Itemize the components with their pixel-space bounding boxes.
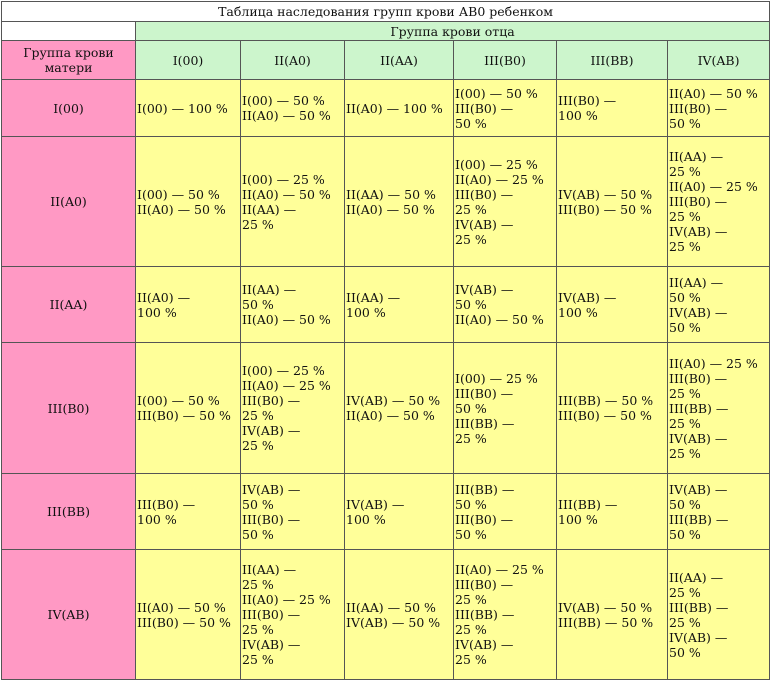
offspring-cell [454,550,557,680]
offspring-cell [345,80,454,137]
offspring-line: I(00) — 50 % [242,93,325,108]
offspring-line: III(BB) — [455,607,515,622]
offspring-line: 25 % [669,239,701,254]
offspring-cell [557,343,668,474]
offspring-line: 100 % [137,511,177,527]
offspring-line: 50 % [242,526,274,542]
mother-type-cell: IV(AB) [2,550,136,680]
offspring-cell [557,137,668,267]
offspring-line: II(A0) — 25 % [669,355,758,371]
offspring-line: 50 % [242,297,274,312]
father-type-header: I(00) [136,41,241,80]
offspring-line: 25 % [242,622,274,637]
corner-blank [2,22,136,41]
offspring-line: II(AA) — [242,282,297,297]
father-type-header: III(B0) [454,41,557,80]
offspring-line: I(00) — 50 % [137,186,220,202]
offspring-line: 25 % [242,438,274,453]
offspring-line: III(B0) — [455,577,514,592]
father-types-row [2,41,770,80]
offspring-line: IV(AB) — 50 % [346,393,441,408]
title-row [2,2,770,22]
offspring-line: III(BB) — 50 % [558,393,654,408]
offspring-line: III(B0) — 50 % [137,408,231,423]
table-row [2,343,770,474]
offspring-line: I(00) — 25 % [455,156,538,172]
offspring-line: II(A0) — 25 % [455,562,544,577]
offspring-cell [136,267,241,343]
offspring-cell [345,267,454,343]
offspring-line: II(AA) — [346,289,401,305]
offspring-line: 50 % [669,115,701,131]
offspring-line: III(B0) — [455,100,514,116]
offspring-line: IV(AB) — [455,282,514,297]
offspring-line: 25 % [455,201,487,217]
table-row [2,80,770,137]
offspring-line: 25 % [669,209,701,224]
offspring-line: II(AA) — 50 % [346,186,436,202]
offspring-line: 50 % [669,644,701,660]
offspring-line: IV(AB) — 50 % [558,186,653,202]
offspring-line: III(B0) — [242,511,301,527]
offspring-line: 25 % [242,216,274,232]
offspring-cell [557,267,668,343]
offspring-line: 100 % [558,511,598,527]
offspring-line: I(00) — 50 % [455,85,538,101]
offspring-line: II(A0) — 50 % [242,186,331,202]
offspring-line: II(AA) — 50 % [346,599,436,615]
offspring-line: III(B0) — [669,370,728,386]
offspring-line: 25 % [242,652,274,667]
offspring-line: I(00) — 25 % [455,370,538,386]
offspring-line: III(B0) — [455,511,514,527]
offspring-cell [668,80,770,137]
offspring-line: 50 % [669,289,701,305]
offspring-line: 50 % [669,496,701,512]
offspring-line: III(B0) — [137,496,196,512]
mother-type-cell: III(BB) [2,474,136,550]
offspring-line: 25 % [669,385,701,401]
offspring-cell [345,343,454,474]
offspring-cell [345,474,454,550]
offspring-line: II(A0) — 25 % [455,171,544,187]
offspring-line: IV(AB) — [455,216,514,232]
offspring-line: II(A0) — [137,289,191,305]
offspring-line: 25 % [669,415,701,431]
offspring-cell [241,474,345,550]
offspring-line: 100 % [558,108,598,123]
offspring-line: III(B0) — 50 % [137,614,231,630]
offspring-line: 25 % [455,622,487,637]
offspring-cell [454,80,557,137]
offspring-line: II(A0) — 50 % [346,201,435,217]
offspring-cell [557,474,668,550]
offspring-line: IV(AB) — [558,289,617,305]
offspring-line: III(BB) — [558,496,618,512]
table-row [2,550,770,680]
offspring-line: II(AA) — [242,201,297,217]
offspring-line: II(A0) — 50 % [242,312,331,327]
offspring-line: 25 % [669,584,701,600]
offspring-line: II(A0) — 25 % [242,592,331,607]
father-type-header: II(A0) [241,41,345,80]
offspring-line: III(B0) — [242,393,301,408]
offspring-cell [454,343,557,474]
offspring-line: IV(AB) — [669,629,728,645]
offspring-cell [241,80,345,137]
offspring-line: III(B0) — [242,607,301,622]
offspring-line: I(00) — 50 % [137,393,220,408]
offspring-line: IV(AB) — [669,481,728,497]
offspring-line: 25 % [669,614,701,630]
offspring-line: 50 % [455,526,487,542]
offspring-cell [454,267,557,343]
offspring-line: 100 % [346,304,386,320]
table-row [2,137,770,267]
offspring-line: II(A0) — 50 % [137,201,226,217]
offspring-cell [557,550,668,680]
offspring-line: III(B0) — [455,385,514,401]
offspring-line: II(AA) — [669,274,724,290]
offspring-line: II(AA) — [669,569,724,585]
offspring-cell [668,267,770,343]
offspring-line: II(AA) — [242,562,297,577]
offspring-line: 100 % [137,304,177,320]
offspring-cell [668,343,770,474]
offspring-line: 25 % [669,164,701,179]
offspring-line: III(B0) — 50 % [558,201,652,217]
offspring-line: IV(AB) — [242,481,301,497]
offspring-cell [454,137,557,267]
offspring-cell [136,80,241,137]
offspring-line: III(B0) — [669,100,728,116]
offspring-line: II(A0) — 50 % [137,599,226,615]
offspring-line: IV(AB) — [669,224,728,239]
offspring-line: I(00) — 25 % [242,363,325,378]
offspring-line: II(A0) — 25 % [669,179,758,194]
offspring-line: II(AA) — [669,149,724,164]
father-blood-group-header: Группа крови отца [136,22,770,41]
offspring-cell [345,550,454,680]
offspring-line: IV(AB) — 50 % [558,599,653,615]
offspring-line: III(B0) — [455,186,514,202]
mother-blood-group-header [2,41,136,80]
offspring-cell [136,137,241,267]
offspring-line: 25 % [669,445,701,461]
offspring-line: 25 % [455,652,487,667]
offspring-line: 25 % [455,231,487,247]
offspring-line: III(B0) — [558,93,617,108]
offspring-line: IV(AB) — [346,496,405,512]
father-type-header: II(AA) [345,41,454,80]
offspring-cell [241,343,345,474]
offspring-line: II(A0) — 100 % [346,100,443,116]
offspring-cell [136,550,241,680]
father-type-header: III(BB) [557,41,668,80]
offspring-line: III(BB) — [455,415,515,431]
offspring-cell [136,343,241,474]
offspring-line: 25 % [455,430,487,446]
offspring-cell [454,474,557,550]
offspring-cell [668,550,770,680]
offspring-line: I(00) — 100 % [137,100,228,116]
offspring-line: 50 % [455,115,487,131]
offspring-line: 25 % [242,577,274,592]
mother-type-cell: II(A0) [2,137,136,267]
offspring-line: 50 % [669,319,701,335]
mother-type-cell: II(AA) [2,267,136,343]
offspring-line: IV(AB) — [242,637,301,652]
mother-header-line: Группа крови [23,45,114,60]
offspring-line: III(BB) — [669,511,729,527]
table-row [2,474,770,550]
inheritance-table [1,1,770,680]
offspring-line: 50 % [669,526,701,542]
offspring-line: 50 % [455,400,487,416]
offspring-line: IV(AB) — [455,637,514,652]
offspring-line: 100 % [558,304,598,320]
offspring-line: 50 % [242,496,274,512]
offspring-line: II(A0) — 50 % [669,85,758,101]
mother-type-cell: I(00) [2,80,136,137]
offspring-line: IV(AB) — 50 % [346,614,441,630]
father-header-row [2,22,770,41]
offspring-line: III(BB) — [669,599,729,615]
offspring-line: IV(AB) — [669,304,728,320]
offspring-cell [345,137,454,267]
offspring-line: III(BB) — 50 % [558,614,654,630]
table-title: Таблица наследования групп крови АВ0 ребенком [2,2,770,22]
offspring-line: III(B0) — 50 % [558,408,652,423]
offspring-cell [557,80,668,137]
offspring-line: II(A0) — 50 % [346,408,435,423]
mother-header-line: матери [44,60,93,75]
offspring-cell [241,137,345,267]
offspring-cell [241,550,345,680]
offspring-line: III(BB) — [669,400,729,416]
offspring-line: I(00) — 25 % [242,171,325,187]
offspring-line: III(B0) — [669,194,728,209]
table-row [2,267,770,343]
father-type-header: IV(AB) [668,41,770,80]
offspring-line: III(BB) — [455,481,515,497]
offspring-line: 50 % [455,496,487,512]
offspring-line: IV(AB) — [242,423,301,438]
offspring-cell [668,474,770,550]
offspring-cell [136,474,241,550]
offspring-line: II(A0) — 50 % [242,108,331,123]
offspring-line: 50 % [455,297,487,312]
offspring-cell [241,267,345,343]
offspring-line: II(A0) — 25 % [242,378,331,393]
offspring-line: IV(AB) — [669,430,728,446]
offspring-cell [668,137,770,267]
offspring-line: 25 % [455,592,487,607]
offspring-line: 100 % [346,511,386,527]
mother-type-cell: III(B0) [2,343,136,474]
offspring-line: II(A0) — 50 % [455,312,544,327]
offspring-line: 25 % [242,408,274,423]
